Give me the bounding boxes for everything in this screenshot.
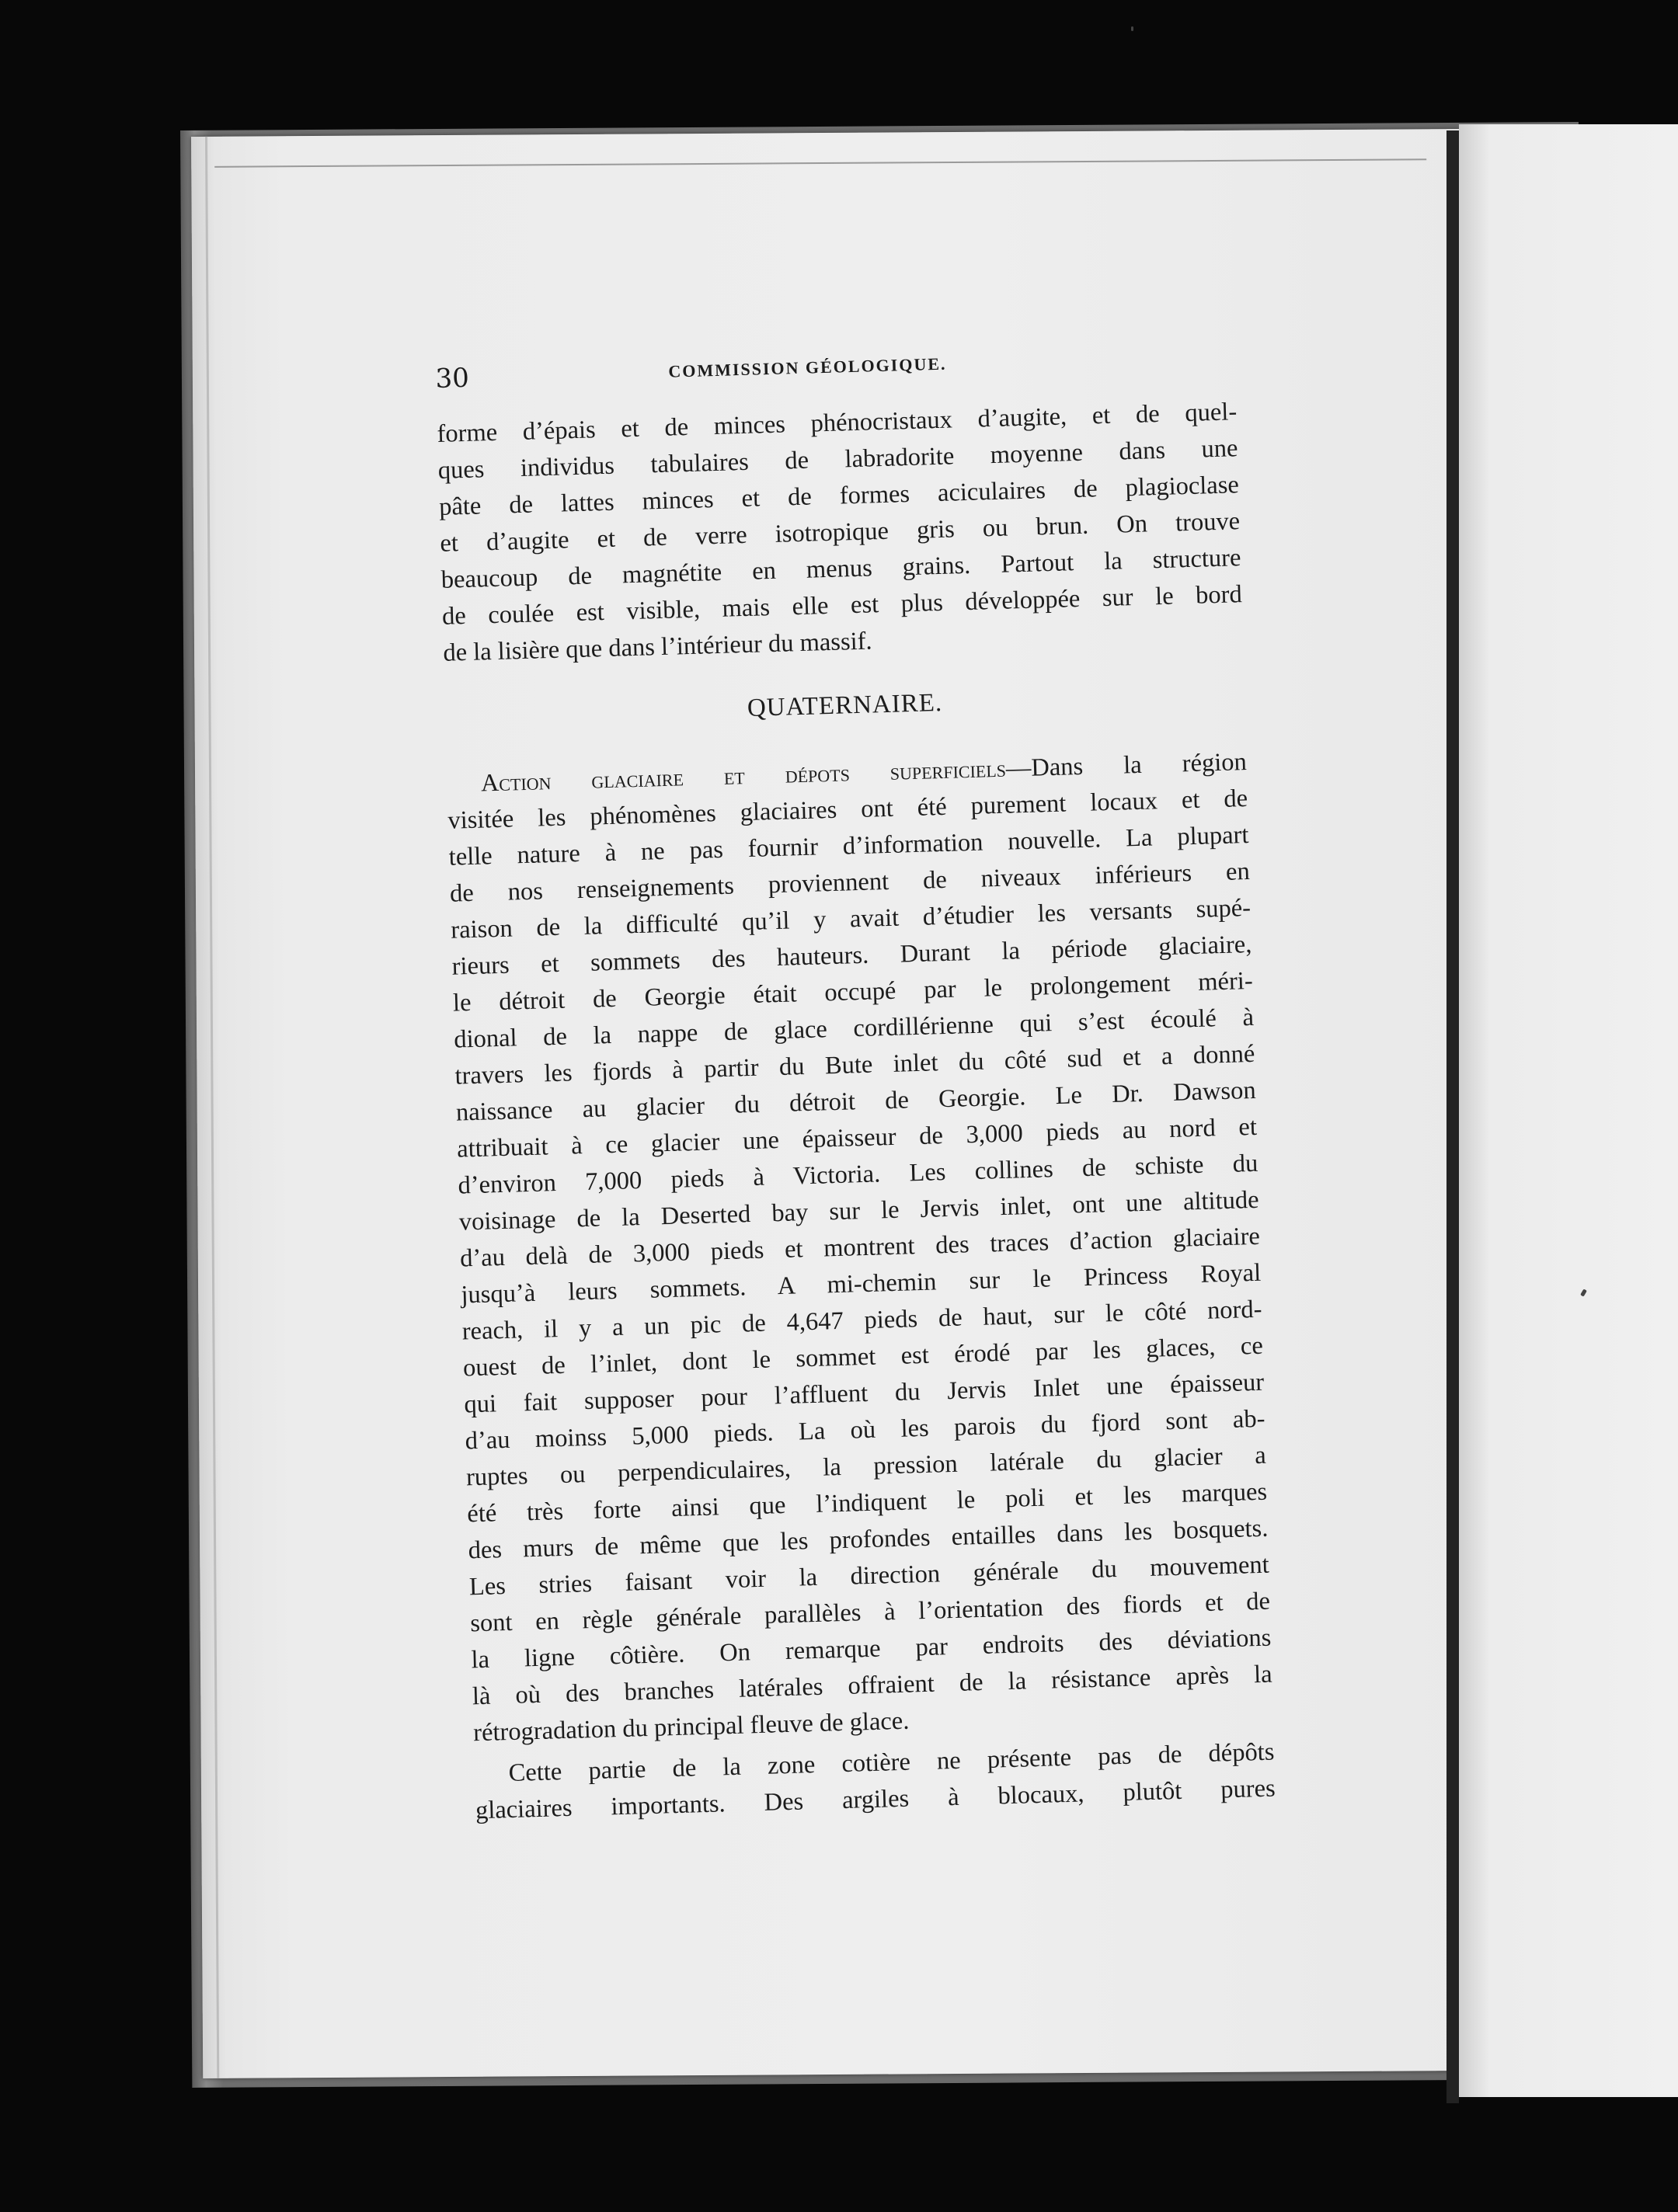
- book-spine-shadow: [1446, 130, 1459, 2103]
- text-line: raison de la difficulté qu’il y avait d’étudier les versants supé-: [450, 893, 1252, 944]
- text-line: des murs de même que les profondes entailles dans les bosquets.: [468, 1514, 1269, 1565]
- paragraph-lead-in: Action glaciaire et dépots superficiels: [480, 753, 1007, 797]
- text-line: naissance au glacier du détroit de Georgie. Le Dr. Dawson: [455, 1076, 1257, 1127]
- text-line: la ligne côtière. On remarque par endroits des déviations: [471, 1623, 1272, 1675]
- page-number: 30: [435, 362, 470, 395]
- text-line: reach, il y a un pic de 4,647 pieds de haut, sur le côté nord-: [461, 1295, 1262, 1346]
- text-line: sont en règle générale parallèles à l’orientation des fiords et de: [469, 1587, 1271, 1638]
- dust-speck: [1131, 26, 1133, 31]
- text-line: rétrogradation du principal fleuve de glace.: [472, 1706, 910, 1748]
- text-line: d’au moinss 5,000 pieds. La où les parois du fjord sont ab-: [465, 1404, 1265, 1456]
- text-line: d’environ 7,000 pieds à Victoria. Les collines de schiste du: [458, 1149, 1258, 1200]
- section-heading: QUATERNAIRE.: [747, 688, 943, 722]
- text-line: ques individus tabulaires de labradorite moyenne dans une: [437, 434, 1238, 485]
- text-line: glaciaires importants. Des argiles à blocaux, plutôt pures: [475, 1774, 1276, 1825]
- text-line: attribuait à ce glacier une épaisseur de 3,000 pieds au nord et: [456, 1112, 1258, 1163]
- text-line: rieurs et sommets des hauteurs. Durant la période glaciaire,: [451, 930, 1252, 981]
- text-line: visitée les phénomènes glaciaires ont été purement locaux et de: [447, 784, 1248, 835]
- page-top-edge-line: [214, 158, 1426, 168]
- running-head-title: COMMISSION GÉOLOGIQUE.: [668, 353, 947, 381]
- paragraph-2: [446, 743, 1273, 1751]
- text-line: voisinage de la Deserted bay sur le Jervis inlet, ont une altitude: [458, 1185, 1259, 1236]
- facing-page-edge: [1459, 124, 1678, 2097]
- text-line: et d’augite et de verre isotropique gris ou brun. On trouve: [439, 507, 1241, 558]
- text-line: telle nature à ne pas fournir d’information nouvelle. La plupart: [448, 820, 1249, 871]
- text-line: de la lisière que dans l’intérieur du massif.: [442, 627, 873, 667]
- text-line: de nos renseignements proviennent de niveaux inférieurs en: [449, 857, 1251, 908]
- text-line: jusqu’à leurs sommets. A mi-chemin sur le Princess Royal: [461, 1258, 1262, 1309]
- page-gutter-line: [205, 137, 219, 2078]
- text-line: qui fait supposer pour l’affluent du Jervis Inlet une épaisseur: [463, 1368, 1265, 1419]
- page-text-block: [435, 341, 1276, 1829]
- text-line: Les stries faisant voir la direction générale du mouvement: [468, 1550, 1270, 1602]
- text-line: le détroit de Georgie était occupé par le prolongement méri-: [452, 966, 1254, 1017]
- text-line: travers les fjords à partir du Bute inlet du côté sud et a donné: [454, 1039, 1255, 1090]
- paragraph-2-first-line-rest: —Dans la région: [1005, 748, 1248, 783]
- text-line: pâte de lattes minces et de formes aciculaires de plagioclase: [438, 471, 1240, 521]
- text-line: été très forte ainsi que l’indiquent le poli et les marques: [466, 1477, 1268, 1529]
- text-line: Cette partie de la zone cotière ne présente pas de dépôts: [508, 1737, 1275, 1788]
- text-line: beaucoup de magnétite en menus grains. Partout la structure: [440, 544, 1241, 594]
- text-line: d’au delà de 3,000 pieds et montrent des traces d’action glaciaire: [459, 1222, 1261, 1273]
- text-line: ouest de l’inlet, dont le sommet est érodé par les glaces, ce: [462, 1331, 1264, 1382]
- text-line: de coulée est visible, mais elle est plus développée sur le bord: [441, 580, 1243, 631]
- paragraph-1: [437, 394, 1244, 672]
- text-line: ruptes ou perpendiculaires, la pression latérale du glacier a: [465, 1441, 1267, 1492]
- text-line: là où des branches latérales offraient de la résistance après la: [472, 1660, 1273, 1711]
- text-line: dional de la nappe de glace cordillérienne qui s’est écoulé à: [453, 1003, 1255, 1054]
- text-line: forme d’épais et de minces phénocristaux d’augite, et de quel-: [437, 398, 1238, 448]
